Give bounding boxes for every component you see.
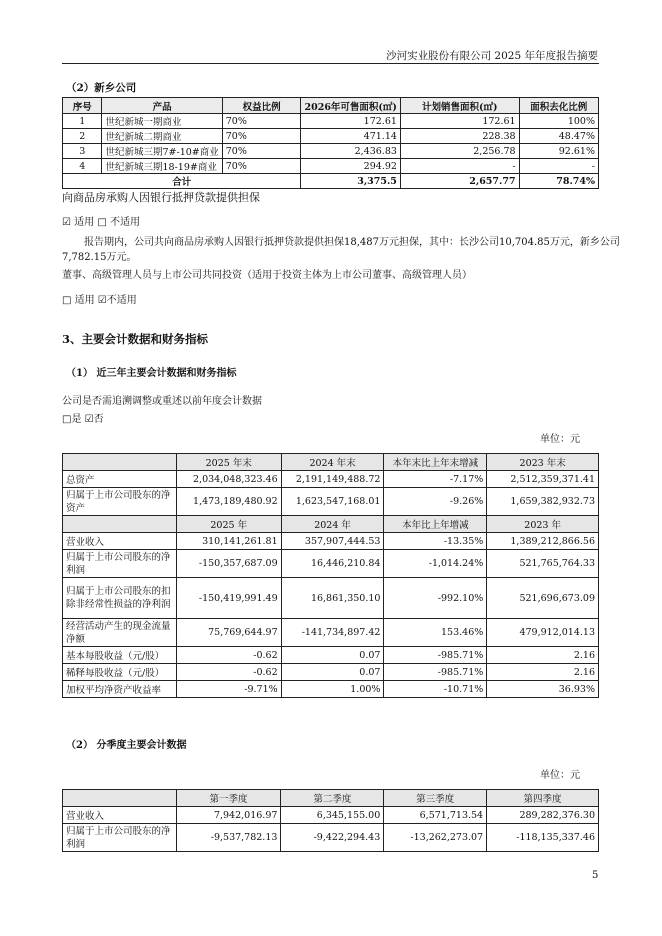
table-row	[63, 488, 599, 516]
table-header-row	[63, 516, 599, 533]
restate-question: 公司是否需追溯调整或重述以前年度会计数据	[62, 396, 262, 407]
table-cell: 70%	[222, 129, 301, 144]
table-cell: 521,696,673.09	[487, 578, 599, 619]
table-row	[63, 664, 599, 681]
col-header: 本年末比上年末增减	[384, 454, 487, 471]
table-cell: 2.16	[487, 647, 599, 664]
table-header-row	[63, 454, 599, 471]
co-invest-options: □ 适用 ☑不适用	[62, 295, 137, 306]
col-header: 产品	[102, 98, 222, 114]
table-cell: 2	[63, 129, 102, 144]
table-cell: 294.92	[301, 159, 400, 174]
guarantee-title: 向商品房承购人因银行抵押贷款提供担保	[62, 191, 260, 204]
co-invest-title: 董事、高级管理人员与上市公司共同投资（适用于投资主体为上市公司董事、高级管理人员）	[62, 270, 472, 281]
table-cell: -13,262,273.07	[384, 824, 487, 852]
col-header: 2026年可售面积(㎡)	[301, 98, 400, 114]
table-cell: 172.61	[400, 114, 519, 129]
col-header: 第一季度	[176, 790, 281, 807]
row-label: 归属于上市公司股东的净利润	[63, 550, 177, 578]
table-cell: 479,912,014.13	[487, 619, 599, 647]
table-cell: -9.26%	[384, 488, 487, 516]
col-header: 序号	[63, 98, 102, 114]
table-cell: 16,861,350.10	[281, 578, 384, 619]
col-header	[63, 790, 177, 807]
table-row	[63, 807, 599, 824]
row-label: 营业收入	[63, 807, 177, 824]
table-cell: -0.62	[176, 647, 281, 664]
table-cell: 1	[63, 114, 102, 129]
table-cell: 3	[63, 144, 102, 159]
table-cell: 0.07	[281, 664, 384, 681]
table-cell: 4	[63, 159, 102, 174]
table-cell: 289,282,376.30	[487, 807, 599, 824]
table-cell: 1,473,189,480.92	[176, 488, 281, 516]
quarter-unit-label: 单位：元	[540, 770, 580, 781]
table-cell: -9.71%	[176, 681, 281, 698]
guarantee-text-1: 报告期内，公司共向商品房承购人因银行抵押贷款提供担保18,487万元担保，其中：长沙公司10,704.85万元，新乡公司	[84, 237, 620, 248]
table-row	[63, 159, 599, 174]
table-cell: 世纪新城二期商业	[102, 129, 222, 144]
xinxiang-table	[62, 97, 599, 189]
page-number: 5	[592, 870, 599, 881]
total-ratio: 78.74%	[519, 174, 598, 189]
table-cell: 75,769,644.97	[176, 619, 281, 647]
table-header-row	[63, 790, 599, 807]
table-row	[63, 144, 599, 159]
table-cell: 70%	[222, 159, 301, 174]
table-row	[63, 114, 599, 129]
xinxiang-heading: （2）新乡公司	[66, 82, 137, 94]
col-header: 本年比上年增减	[384, 516, 487, 533]
table-cell: -7.17%	[384, 471, 487, 488]
col-header: 2024 年	[281, 516, 384, 533]
table-cell: 1,623,547,168.01	[281, 488, 384, 516]
table-row	[63, 550, 599, 578]
section-3-heading: 3、主要会计数据和财务指标	[62, 332, 209, 346]
col-header: 第四季度	[487, 790, 599, 807]
table-cell: -9,537,782.13	[176, 824, 281, 852]
col-header: 第三季度	[384, 790, 487, 807]
guarantee-options: ☑ 适用 □ 不适用	[62, 217, 140, 228]
table-cell: -150,419,991.49	[176, 578, 281, 619]
table-cell: 521,765,764.33	[487, 550, 599, 578]
col-header: 2023 年末	[487, 454, 599, 471]
col-header: 面积去化比例	[519, 98, 598, 114]
table-row	[63, 533, 599, 550]
table-row	[63, 578, 599, 619]
table-cell: 2,512,359,371.41	[487, 471, 599, 488]
table-cell: 48.47%	[519, 129, 598, 144]
table-row	[63, 824, 599, 852]
header-rule	[62, 63, 599, 64]
table-cell: 153.46%	[384, 619, 487, 647]
table-cell: 92.61%	[519, 144, 598, 159]
unit-label: 单位：元	[540, 434, 580, 445]
col-header: 2023 年	[487, 516, 599, 533]
table-cell: 2,191,149,488.72	[281, 471, 384, 488]
table-cell: 357,907,444.53	[281, 533, 384, 550]
table-cell: 世纪新城三期18-19#商业	[102, 159, 222, 174]
table-cell: -141,734,897.42	[281, 619, 384, 647]
table-cell: -13.35%	[384, 533, 487, 550]
table-cell: 2,256.78	[400, 144, 519, 159]
table-cell: 0.07	[281, 647, 384, 664]
table-row	[63, 471, 599, 488]
row-label: 经营活动产生的现金流量净额	[63, 619, 177, 647]
table-cell: 7,942,016.97	[176, 807, 281, 824]
col-header: 第二季度	[281, 790, 384, 807]
table-cell: 310,141,261.81	[176, 533, 281, 550]
table-cell: -118,135,337.46	[487, 824, 599, 852]
table-cell: 172.61	[301, 114, 400, 129]
col-header: 计划销售面积(㎡)	[400, 98, 519, 114]
table-header-row	[63, 98, 599, 114]
section-3-2-heading: （2） 分季度主要会计数据	[66, 740, 187, 751]
table-row	[63, 619, 599, 647]
row-label: 加权平均净资产收益率	[63, 681, 177, 698]
row-label: 归属于上市公司股东的净资产	[63, 488, 177, 516]
table-cell: 70%	[222, 144, 301, 159]
row-label: 基本每股收益（元/股）	[63, 647, 177, 664]
row-label: 归属于上市公司股东的净利润	[63, 824, 177, 852]
table-cell: -992.10%	[384, 578, 487, 619]
quarterly-table	[62, 789, 599, 852]
table-cell: 1.00%	[281, 681, 384, 698]
table-cell: 世纪新城三期7#-10#商业	[102, 144, 222, 159]
col-header: 2025 年	[176, 516, 281, 533]
main-financial-table	[62, 453, 599, 698]
table-cell: 1,659,382,932.73	[487, 488, 599, 516]
row-label: 营业收入	[63, 533, 177, 550]
table-cell: 1,389,212,866.56	[487, 533, 599, 550]
table-cell: 16,446,210.84	[281, 550, 384, 578]
restate-answer: □是 ☑否	[62, 414, 104, 425]
table-cell: -985.71%	[384, 664, 487, 681]
table-cell: -985.71%	[384, 647, 487, 664]
table-cell: 471.14	[301, 129, 400, 144]
table-cell: 2,034,048,323.46	[176, 471, 281, 488]
table-cell: 6,345,155.00	[281, 807, 384, 824]
table-cell: -150,357,687.09	[176, 550, 281, 578]
col-header	[63, 454, 177, 471]
table-cell: -9,422,294.43	[281, 824, 384, 852]
table-cell: 世纪新城一期商业	[102, 114, 222, 129]
table-cell: -10.71%	[384, 681, 487, 698]
row-label: 稀释每股收益（元/股）	[63, 664, 177, 681]
col-header	[63, 516, 177, 533]
section-3-1-heading: （1） 近三年主要会计数据和财务指标	[66, 368, 237, 379]
table-cell: -	[519, 159, 598, 174]
table-cell: -1,014.24%	[384, 550, 487, 578]
table-cell: 70%	[222, 114, 301, 129]
col-header: 2024 年末	[281, 454, 384, 471]
col-header: 2025 年末	[176, 454, 281, 471]
report-header: 沙河实业股份有限公司 2025 年年度报告摘要	[386, 50, 598, 62]
col-header: 权益比例	[222, 98, 301, 114]
total-row	[63, 174, 599, 189]
table-cell: -	[400, 159, 519, 174]
table-cell: 228.38	[400, 129, 519, 144]
total-planned: 2,657.77	[400, 174, 519, 189]
guarantee-text-2: 7,782.15万元。	[62, 252, 137, 263]
table-row	[63, 681, 599, 698]
table-row	[63, 129, 599, 144]
total-area: 3,375.5	[301, 174, 400, 189]
table-cell: 2,436.83	[301, 144, 400, 159]
table-row	[63, 647, 599, 664]
table-cell: 100%	[519, 114, 598, 129]
table-cell: 6,571,713.54	[384, 807, 487, 824]
row-label: 归属于上市公司股东的扣除非经常性损益的净利润	[63, 578, 177, 619]
table-cell: -0.62	[176, 664, 281, 681]
row-label: 总资产	[63, 471, 177, 488]
total-label: 合计	[63, 174, 301, 189]
table-cell: 36.93%	[487, 681, 599, 698]
table-cell: 2.16	[487, 664, 599, 681]
